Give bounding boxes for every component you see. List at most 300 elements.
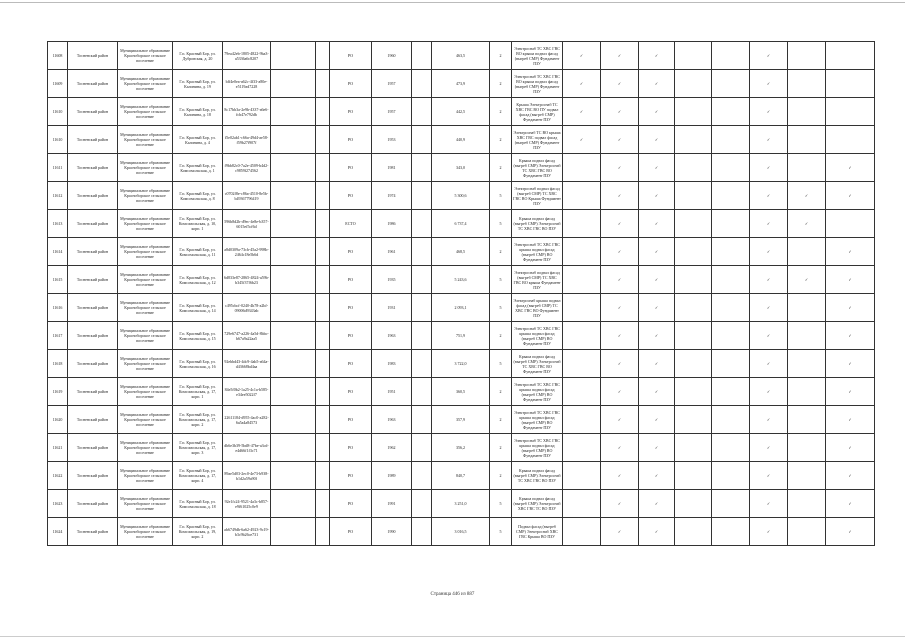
empty-mark-cell [788, 126, 826, 154]
empty-mark-cell [712, 350, 750, 378]
planned-works-cell: Электроснаб ТС ХВС ГВС крыша подвал фасад (выгреб СМР) ВО Фундамент ПЗУ [512, 406, 563, 434]
table-row [48, 210, 875, 238]
table-row [48, 462, 875, 490]
empty-cell [412, 434, 432, 462]
check-mark-icon: ✓ [750, 434, 788, 462]
address-cell: Г.п. Красный Бор, ул. Калинина, д. 4 [173, 126, 223, 154]
check-mark-icon: ✓ [750, 378, 788, 406]
empty-cell [316, 518, 330, 546]
planned-works-cell: Крыша подвал фасад (выгреб СМР) Электроснаб ТС ХВС ГВС ВО Фундамент ПЗУ [512, 154, 563, 182]
empty-mark-cell [826, 98, 875, 126]
check-mark-icon: ✓ [601, 98, 639, 126]
record-number-cell: 11614 [48, 238, 68, 266]
check-mark-icon: ✓ [750, 322, 788, 350]
build-year-cell: 1960 [372, 42, 412, 70]
empty-cell [271, 70, 316, 98]
table-row [48, 126, 875, 154]
empty-cell [316, 350, 330, 378]
empty-mark-cell [675, 126, 712, 154]
floors-cell: 2 [490, 378, 512, 406]
building-id-cell: 22611184-d955-4ac0-a282-6a5a4a84573 [223, 406, 271, 434]
empty-mark-cell [712, 434, 750, 462]
empty-mark-cell [826, 42, 875, 70]
check-mark-icon: ✓ [826, 378, 875, 406]
floors-cell: 2 [490, 462, 512, 490]
ownership-type-cell: РО [330, 266, 372, 294]
record-number-cell: 11619 [48, 378, 68, 406]
empty-mark-cell [788, 462, 826, 490]
check-mark-icon: ✓ [601, 266, 639, 294]
check-mark-icon: ✓ [750, 42, 788, 70]
housing-register-table [47, 41, 875, 546]
check-mark-icon: ✓ [750, 154, 788, 182]
check-mark-icon: ✓ [750, 462, 788, 490]
check-mark-icon: ✓ [601, 378, 639, 406]
record-number-cell: 11617 [48, 322, 68, 350]
owner-cell: Муниципальное образование Красноборское сельское поселение [118, 490, 173, 518]
total-area-cell: 473,9 [432, 70, 490, 98]
empty-mark-cell [563, 182, 601, 210]
table-row [48, 154, 875, 182]
district-cell: Тосненский район [68, 518, 118, 546]
address-cell: Г.п. Красный Бор, ул. Комсомольская, д. 14 [173, 294, 223, 322]
empty-mark-cell [675, 210, 712, 238]
empty-cell [412, 238, 432, 266]
owner-cell: Муниципальное образование Красноборское сельское поселение [118, 70, 173, 98]
empty-mark-cell [788, 322, 826, 350]
bottom-rule [0, 636, 905, 637]
total-area-cell: 360,5 [432, 378, 490, 406]
empty-mark-cell [712, 378, 750, 406]
empty-cell [271, 266, 316, 294]
building-id-cell: 8c17bb3a-2e9b-4337-a6e6-fcb47e792db [223, 98, 271, 126]
empty-mark-cell [826, 70, 875, 98]
empty-cell [316, 126, 330, 154]
table-row [48, 42, 875, 70]
page-number: Страница 446 из 887 [430, 592, 475, 597]
empty-cell [412, 350, 432, 378]
build-year-cell: 1962 [372, 434, 412, 462]
empty-cell [271, 294, 316, 322]
check-mark-icon: ✓ [750, 490, 788, 518]
empty-mark-cell [563, 322, 601, 350]
district-cell: Тосненский район [68, 182, 118, 210]
record-number-cell: 11608 [48, 42, 68, 70]
check-mark-icon: ✓ [750, 350, 788, 378]
empty-cell [412, 126, 432, 154]
empty-mark-cell [826, 126, 875, 154]
address-cell: Г.п. Красный Бор, ул. Калинина, д. 19 [173, 70, 223, 98]
check-mark-icon: ✓ [639, 126, 675, 154]
check-mark-icon: ✓ [750, 294, 788, 322]
check-mark-icon: ✓ [639, 378, 675, 406]
owner-cell: Муниципальное образование Красноборское сельское поселение [118, 518, 173, 546]
building-id-cell: bff4e0ea-a62c-4f33-a80e-e5119ad7228 [223, 70, 271, 98]
build-year-cell: 1935 [372, 266, 412, 294]
floors-cell: 2 [490, 70, 512, 98]
building-id-cell: c495cbcf-0240-4b78-a2bf-09006d9343ab [223, 294, 271, 322]
district-cell: Тосненский район [68, 294, 118, 322]
ownership-type-cell: РО [330, 490, 372, 518]
owner-cell: Муниципальное образование Красноборское сельское поселение [118, 266, 173, 294]
floors-cell: 2 [490, 434, 512, 462]
total-area-cell: 2 093,1 [432, 294, 490, 322]
empty-mark-cell [675, 434, 712, 462]
build-year-cell: 1961 [372, 238, 412, 266]
owner-cell: Муниципальное образование Красноборское сельское поселение [118, 322, 173, 350]
district-cell: Тосненский район [68, 126, 118, 154]
empty-mark-cell [712, 126, 750, 154]
empty-mark-cell [563, 378, 601, 406]
empty-mark-cell [788, 154, 826, 182]
empty-cell [412, 182, 432, 210]
ownership-type-cell: РО [330, 350, 372, 378]
empty-mark-cell [563, 406, 601, 434]
empty-cell [271, 518, 316, 546]
planned-works-cell: Электроснаб ТС ХВС ГВС крыша подвал фасад (выгреб СМР) ВО Фундамент ПЗУ [512, 434, 563, 462]
empty-cell [316, 182, 330, 210]
building-id-cell: a8d0309a-73cb-45a2-998b-2464c18e5b6d [223, 238, 271, 266]
check-mark-icon: ✓ [601, 210, 639, 238]
ownership-type-cell: РО [330, 434, 372, 462]
record-number-cell: 11624 [48, 518, 68, 546]
address-cell: Г.п. Красный Бор, ул. Калинина, д. 18 [173, 98, 223, 126]
address-cell: Г.п. Красный Бор, ул. Комсомольская, д. 1 [173, 154, 223, 182]
build-year-cell: 1931 [372, 294, 412, 322]
empty-mark-cell [788, 490, 826, 518]
empty-mark-cell [788, 350, 826, 378]
building-id-cell: ab6749db-6a62-4923-9c19-b3c9b26ce731 [223, 518, 271, 546]
table-row [48, 182, 875, 210]
empty-mark-cell [788, 98, 826, 126]
empty-cell [316, 70, 330, 98]
building-id-cell: c0702f8e-c86a-4510-8e5b-b49367796419 [223, 182, 271, 210]
owner-cell: Муниципальное образование Красноборское сельское поселение [118, 126, 173, 154]
check-mark-icon: ✓ [826, 294, 875, 322]
district-cell: Тосненский район [68, 490, 118, 518]
owner-cell: Муниципальное образование Красноборское сельское поселение [118, 182, 173, 210]
ownership-type-cell: РО [330, 322, 372, 350]
check-mark-icon: ✓ [750, 98, 788, 126]
building-id-cell: 92e1fc24-9521-4a3c-b857-e9f61025c0e9 [223, 490, 271, 518]
empty-cell [316, 490, 330, 518]
empty-cell [271, 434, 316, 462]
empty-cell [271, 322, 316, 350]
check-mark-icon: ✓ [639, 98, 675, 126]
table-row [48, 238, 875, 266]
record-number-cell: 11616 [48, 294, 68, 322]
empty-cell [316, 462, 330, 490]
empty-mark-cell [675, 490, 712, 518]
address-cell: Г.п. Красный Бор, ул. Комсомольская, д. 10, корп. 1 [173, 210, 223, 238]
check-mark-icon: ✓ [750, 266, 788, 294]
total-area-cell: 840,7 [432, 462, 490, 490]
empty-mark-cell [788, 238, 826, 266]
empty-mark-cell [712, 182, 750, 210]
ownership-type-cell: РО [330, 98, 372, 126]
owner-cell: Муниципальное образование Красноборское сельское поселение [118, 98, 173, 126]
district-cell: Тосненский район [68, 266, 118, 294]
empty-mark-cell [675, 294, 712, 322]
check-mark-icon: ✓ [601, 154, 639, 182]
check-mark-icon: ✓ [563, 42, 601, 70]
check-mark-icon: ✓ [601, 294, 639, 322]
record-number-cell: 11622 [48, 462, 68, 490]
building-id-cell: db6e3b39-5bd8-47be-a3cd-e4d66f1f3c71 [223, 434, 271, 462]
empty-mark-cell [712, 42, 750, 70]
build-year-cell: 1986 [372, 210, 412, 238]
record-number-cell: 11618 [48, 350, 68, 378]
empty-mark-cell [712, 98, 750, 126]
empty-mark-cell [712, 154, 750, 182]
empty-cell [412, 42, 432, 70]
check-mark-icon: ✓ [750, 518, 788, 546]
floors-cell: 2 [490, 42, 512, 70]
district-cell: Тосненский район [68, 350, 118, 378]
empty-mark-cell [675, 406, 712, 434]
address-cell: Г.п. Красный Бор, ул. Дубровская, д. 20 [173, 42, 223, 70]
check-mark-icon: ✓ [601, 126, 639, 154]
check-mark-icon: ✓ [601, 434, 639, 462]
building-id-cell: 92ebbd43-4dc9-4ab5-a64a-d43668bd4aa [223, 350, 271, 378]
ownership-type-cell: РО [330, 378, 372, 406]
ownership-type-cell: РО [330, 182, 372, 210]
empty-cell [412, 294, 432, 322]
empty-mark-cell [563, 210, 601, 238]
table-row [48, 70, 875, 98]
district-cell: Тосненский район [68, 210, 118, 238]
planned-works-cell: Крыша подвал фасад (выгреб СМР) Электроснаб ТС ХВС ГВС ВО ПЗУ [512, 462, 563, 490]
owner-cell: Муниципальное образование Красноборское сельское поселение [118, 462, 173, 490]
check-mark-icon: ✓ [639, 266, 675, 294]
empty-mark-cell [712, 406, 750, 434]
ownership-type-cell: РО [330, 126, 372, 154]
planned-works-cell: Электроснаб ТС ХВС ГВС ВО крыша подвал фасад (выгреб СМР) Фундамент ПЗУ [512, 42, 563, 70]
address-cell: Г.п. Красный Бор, ул. Комсомольская, д. 17, корп. 2 [173, 406, 223, 434]
build-year-cell: 1981 [372, 154, 412, 182]
empty-mark-cell [675, 350, 712, 378]
empty-mark-cell [712, 294, 750, 322]
table-row [48, 322, 875, 350]
table-row [48, 518, 875, 546]
check-mark-icon: ✓ [639, 322, 675, 350]
total-area-cell: 463,5 [432, 42, 490, 70]
build-year-cell: 1957 [372, 70, 412, 98]
owner-cell: Муниципальное образование Красноборское сельское поселение [118, 238, 173, 266]
district-cell: Тосненский район [68, 378, 118, 406]
building-id-cell: f9bb82c0-7a2e-4509-b4d2-c9859f274562 [223, 154, 271, 182]
planned-works-cell: Электроснаб подвал фасад (выгреб СМР) ТС ХВС ГВС ВО Крыша Фундамент ПЗУ [512, 182, 563, 210]
owner-cell: Муниципальное образование Красноборское сельское поселение [118, 154, 173, 182]
check-mark-icon: ✓ [639, 210, 675, 238]
check-mark-icon: ✓ [826, 490, 875, 518]
empty-mark-cell [675, 238, 712, 266]
table-row [48, 434, 875, 462]
check-mark-icon: ✓ [826, 350, 875, 378]
check-mark-icon: ✓ [750, 182, 788, 210]
ownership-type-cell: РО [330, 406, 372, 434]
empty-cell [412, 406, 432, 434]
check-mark-icon: ✓ [639, 182, 675, 210]
planned-works-cell: Электроснаб ТС ХВС ГВС крыша подвал фасад (выгреб СМР) ВО Фундамент ПЗУ [512, 322, 563, 350]
empty-mark-cell [563, 434, 601, 462]
total-area-cell: 3 251,0 [432, 490, 490, 518]
floors-cell: 2 [490, 406, 512, 434]
empty-mark-cell [788, 378, 826, 406]
floors-cell: 5 [490, 182, 512, 210]
record-number-cell: 11611 [48, 154, 68, 182]
empty-cell [316, 294, 330, 322]
record-number-cell: 11621 [48, 434, 68, 462]
empty-cell [316, 154, 330, 182]
empty-cell [412, 322, 432, 350]
empty-mark-cell [788, 294, 826, 322]
check-mark-icon: ✓ [826, 434, 875, 462]
check-mark-icon: ✓ [750, 238, 788, 266]
building-id-cell: 79ea42eb-1805-4822-9ba3-a5336a6c8207 [223, 42, 271, 70]
floors-cell: 2 [490, 154, 512, 182]
check-mark-icon: ✓ [788, 210, 826, 238]
check-mark-icon: ✓ [826, 322, 875, 350]
build-year-cell: 1983 [372, 350, 412, 378]
record-number-cell: 11613 [48, 210, 68, 238]
district-cell: Тосненский район [68, 98, 118, 126]
empty-mark-cell [563, 266, 601, 294]
floors-cell: 5 [490, 294, 512, 322]
record-number-cell: 11620 [48, 406, 68, 434]
empty-mark-cell [712, 70, 750, 98]
empty-cell [316, 434, 330, 462]
total-area-cell: 356,2 [432, 434, 490, 462]
floors-cell: 5 [490, 210, 512, 238]
address-cell: Г.п. Красный Бор, ул. Комсомольская, д. 8 [173, 182, 223, 210]
table-row [48, 378, 875, 406]
district-cell: Тосненский район [68, 42, 118, 70]
owner-cell: Муниципальное образование Красноборское сельское поселение [118, 210, 173, 238]
planned-works-cell: Крыша подвал фасад (выгреб СМР) Электроснаб ТС ХВС ГВС ВО ПЗУ [512, 210, 563, 238]
empty-mark-cell [712, 266, 750, 294]
total-area-cell: 357,9 [432, 406, 490, 434]
empty-mark-cell [712, 462, 750, 490]
ownership-type-cell: РО [330, 70, 372, 98]
ownership-type-cell: РО [330, 238, 372, 266]
empty-cell [271, 154, 316, 182]
check-mark-icon: ✓ [601, 518, 639, 546]
planned-works-cell: Подвал фасад (выгреб СМР) Электроснаб ХВС ГВС Крыша ВО ПЗУ [512, 518, 563, 546]
district-cell: Тосненский район [68, 462, 118, 490]
check-mark-icon: ✓ [639, 70, 675, 98]
table-row [48, 294, 875, 322]
check-mark-icon: ✓ [639, 350, 675, 378]
empty-cell [412, 70, 432, 98]
empty-mark-cell [563, 490, 601, 518]
empty-cell [271, 98, 316, 126]
building-id-cell: f5e02ab1-c66a-49d4-ae58-f59b27f907f [223, 126, 271, 154]
record-number-cell: 11609 [48, 70, 68, 98]
empty-mark-cell [788, 518, 826, 546]
check-mark-icon: ✓ [601, 490, 639, 518]
planned-works-cell: Электроснаб подвал фасад (выгреб СМР) ТС ХВС ГВС ВО крыша Фундамент ПЗУ [512, 266, 563, 294]
total-area-cell: 6 737,4 [432, 210, 490, 238]
ownership-type-cell: РО [330, 462, 372, 490]
empty-cell [316, 42, 330, 70]
empty-cell [271, 126, 316, 154]
owner-cell: Муниципальное образование Красноборское сельское поселение [118, 294, 173, 322]
empty-cell [271, 182, 316, 210]
empty-mark-cell [563, 462, 601, 490]
empty-cell [412, 154, 432, 182]
building-id-cell: 596b8d2b-d9ec-4e8e-b357-6015ef5cf6d [223, 210, 271, 238]
total-area-cell: 5 243,6 [432, 266, 490, 294]
district-cell: Тосненский район [68, 238, 118, 266]
table-row [48, 406, 875, 434]
check-mark-icon: ✓ [826, 406, 875, 434]
check-mark-icon: ✓ [639, 238, 675, 266]
record-number-cell: 11623 [48, 490, 68, 518]
total-area-cell: 751,9 [432, 322, 490, 350]
empty-mark-cell [788, 434, 826, 462]
empty-mark-cell [563, 350, 601, 378]
check-mark-icon: ✓ [601, 322, 639, 350]
record-number-cell: 11610 [48, 98, 68, 126]
floors-cell: 2 [490, 238, 512, 266]
floors-cell: 2 [490, 98, 512, 126]
planned-works-cell: Электроснаб ТС ХВС ГВС крыша подвал фасад (выгреб СМР) ВО Фундамент ПЗУ [512, 238, 563, 266]
empty-cell [412, 98, 432, 126]
total-area-cell: 440,9 [432, 126, 490, 154]
owner-cell: Муниципальное образование Красноборское сельское поселение [118, 378, 173, 406]
check-mark-icon: ✓ [750, 210, 788, 238]
planned-works-cell: Крыша Электроснаб ТС ХВС ГВС ВО ПУ подвал фасад (выгреб СМР) Фундамент ПЗУ [512, 98, 563, 126]
build-year-cell: 1990 [372, 518, 412, 546]
total-area-cell: 343,0 [432, 154, 490, 182]
planned-works-cell: Крыша подвал фасад (выгреб СМР) Электроснаб ХВС ГВС ТС ВО ПЗУ [512, 490, 563, 518]
record-number-cell: 11610 [48, 126, 68, 154]
empty-cell [316, 378, 330, 406]
empty-cell [316, 266, 330, 294]
check-mark-icon: ✓ [639, 154, 675, 182]
check-mark-icon: ✓ [788, 266, 826, 294]
empty-cell [271, 350, 316, 378]
check-mark-icon: ✓ [639, 490, 675, 518]
empty-mark-cell [675, 154, 712, 182]
check-mark-icon: ✓ [639, 42, 675, 70]
empty-mark-cell [675, 378, 712, 406]
check-mark-icon: ✓ [563, 126, 601, 154]
empty-mark-cell [712, 210, 750, 238]
ownership-type-cell: ЕСТО [330, 210, 372, 238]
address-cell: Г.п. Красный Бор, ул. Комсомольская, д. 18 [173, 490, 223, 518]
floors-cell: 5 [490, 518, 512, 546]
address-cell: Г.п. Красный Бор, ул. Комсомольская, д. 17, корп. 1 [173, 378, 223, 406]
check-mark-icon: ✓ [601, 70, 639, 98]
address-cell: Г.п. Красный Бор, ул. Комсомольская, д. 17, корп. 4 [173, 462, 223, 490]
check-mark-icon: ✓ [750, 126, 788, 154]
build-year-cell: 1989 [372, 462, 412, 490]
build-year-cell: 1953 [372, 126, 412, 154]
check-mark-icon: ✓ [826, 266, 875, 294]
record-number-cell: 11612 [48, 182, 68, 210]
planned-works-cell: Крыша подвал фасад (выгреб СМР) Электроснаб ТС ХВС ГВС ВО Фундамент ПЗУ [512, 350, 563, 378]
check-mark-icon: ✓ [601, 462, 639, 490]
floors-cell: 5 [490, 490, 512, 518]
empty-mark-cell [563, 518, 601, 546]
building-id-cell: 6d833e87-2865-4824-a59b-b345f37f6b23 [223, 266, 271, 294]
planned-works-cell: Электроснаб ТС ХВС ГВС ВО крыша подвал фасад (выгреб СМР) Фундамент ПЗУ [512, 70, 563, 98]
building-id-cell: 89ae5d03-2ec0-4e73-b938-b1d2a59a90f [223, 462, 271, 490]
empty-cell [412, 462, 432, 490]
empty-cell [316, 210, 330, 238]
